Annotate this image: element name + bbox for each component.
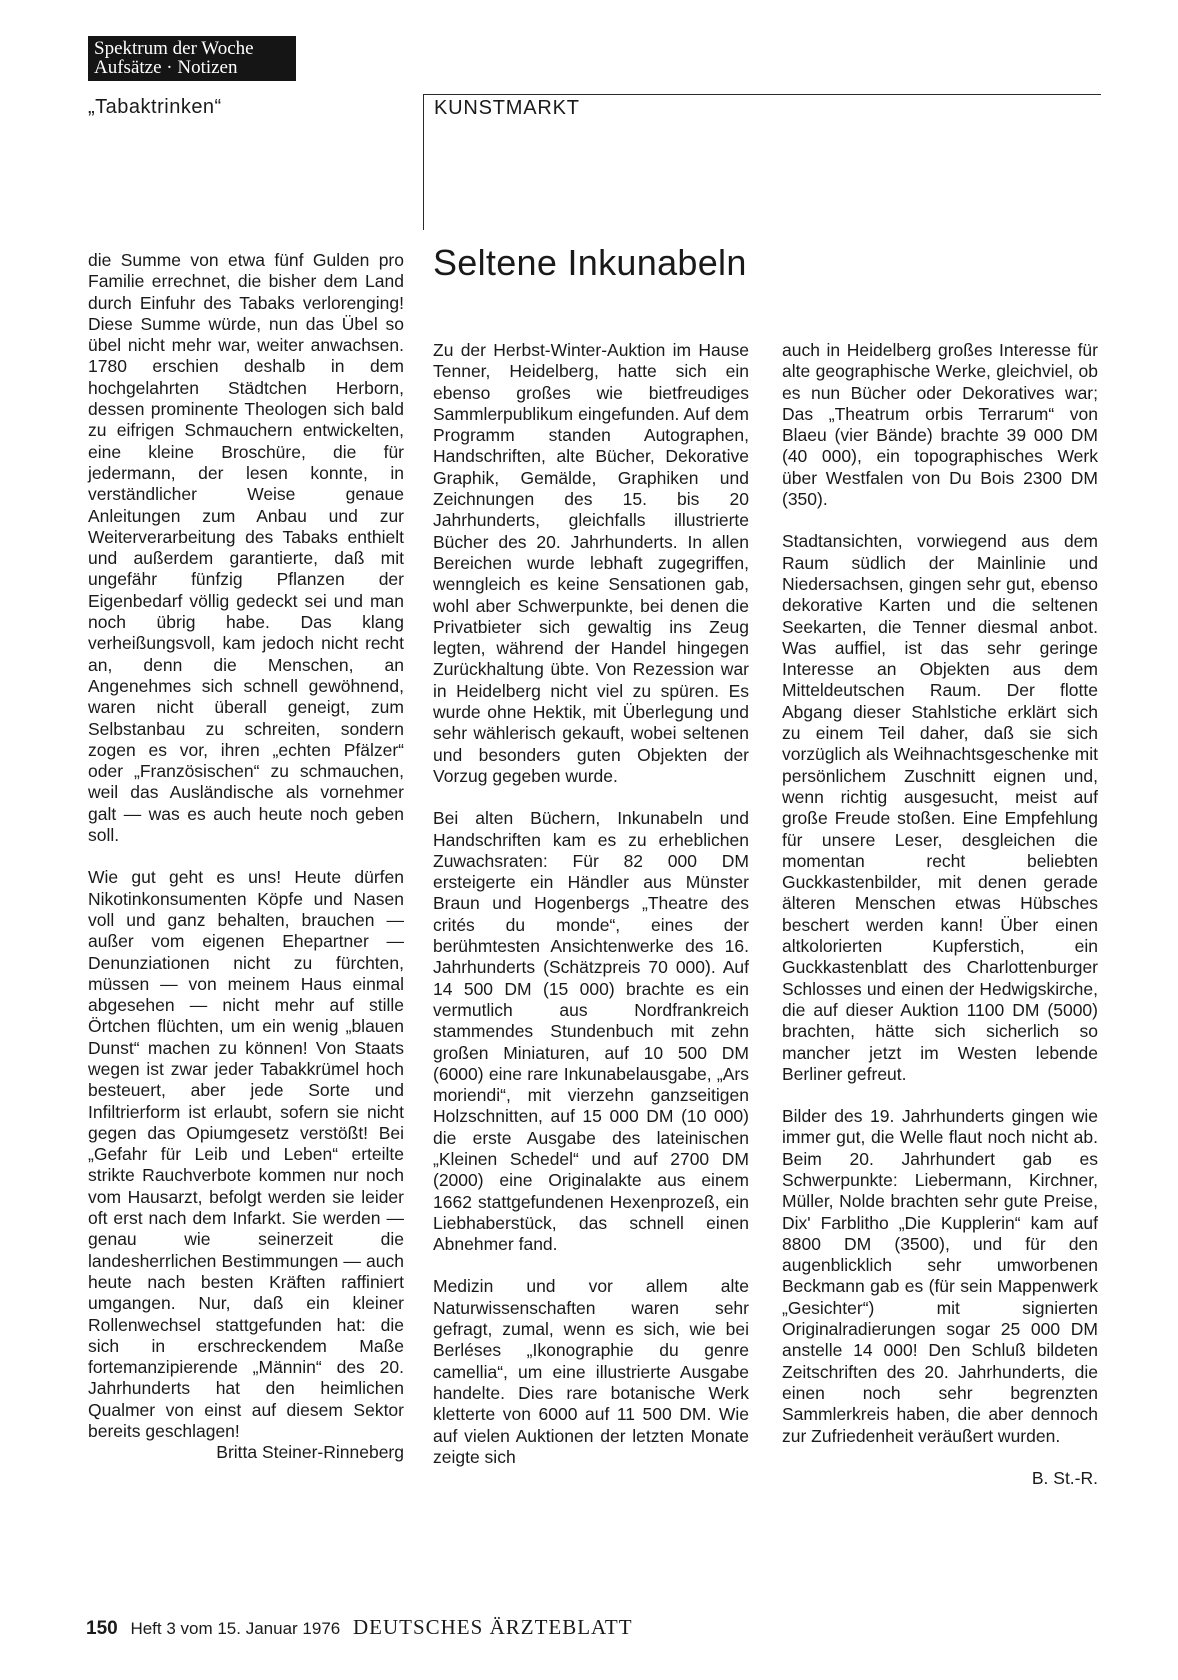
author-byline: Britta Steiner-Rinneberg [216,1442,404,1463]
paragraph: die Summe von etwa fünf Gulden pro Familie errechnet, die bisher dem Land durch Einfuhr des Tabaks verlorenging! Diese Summe würde, nun das Übel so übel nicht mehr war, weiter anwachsen. 1780 erschien deshalb in dem hochgelahrten Städtchen Herborn, dessen prominente Theologen sich bald zu eifrigen Schmauchern entwickelten, eine kleine Broschüre, die für jedermann, der lesen konnte, in verständlicher Weise genaue Anleitungen zum Anbau und zur Weiterverarbeitung des Tabaks enthielt und außerdem garantierte, daß mit ungefähr fünfzig Pflanzen der Eigenbedarf völlig gedeckt sei und man noch übrig habe. Das klang verheißungsvoll, kam jedoch nicht recht an, denn die Menschen, an Angenehmes sich schnell gewöhnend, waren nicht überall geneigt, zum Selbstanbau zu schreiten, sondern zogen es vor, ihren „echten Pfälzer“ oder „Französischen“ zu schmauchen, weil das Ausländische als vornehmer galt — was es auch heute noch geben soll. [88,250,404,846]
section-label-line2: Aufsätze · Notizen [94,57,238,78]
author-signature: B. St.-R. [1031,1467,1098,1488]
left-column-title: „Tabaktrinken“ [88,96,222,118]
page-number: 150 [86,1618,118,1639]
section-label-line1: Spektrum der Woche [94,38,254,59]
left-column-text [88,250,404,1485]
paragraph: Medizin und vor allem alte Naturwissenschaften waren sehr gefragt, zumal, wenn es sich, wie bei Berléses „Ikonographie du genre camellia“, um eine illustrierte Ausgabe handelte. Dies rare botanische Werk kletterte von 6000 auf 11 500 DM. Wie auf vielen Auktionen der letzten Monate zeigte sich [433,1276,749,1467]
article-column-2 [782,340,1098,1489]
paragraph: Stadtansichten, vorwiegend aus dem Raum südlich der Mainlinie und Niedersachsen, gingen sehr gut, ebenso dekorative Karten und die seltenen Seekarten, die Tenner diesmal anbot. Was auffiel, ist das sehr geringe Interesse an Objekten aus dem Mitteldeutschen Raum. Der flotte Abgang dieser Stahlstiche erklärt sich zu einem Teil daher, daß sie sich vorzüglich als Weihnachtsgeschenke mit persönlichem Zuschnitt eignen und, wenn richtig ausgesucht, meist auf große Freude stoßen. Eine Empfehlung für unsere Leser, desgleichen die momentan recht beliebten Guckkastenbilder, mit denen gerade älteren Menschen etwas Hübsches beschert werden kann! Über einen altkolorierten Kupferstich, ein Guckkastenblatt des Charlottenburger Schlosses und einen der Hedwigskirche, die auf dieser Auktion 1100 DM (5000) brachten, hätte sich sicherlich so mancher jetzt im Westen lebende Berliner gefreut. [782,531,1098,1084]
article-end-line [782,1468,1098,1489]
publication-name: DEUTSCHES ÄRZTEBLATT [352,1615,633,1639]
article-headline: Seltene Inkunabeln [433,242,747,283]
section-kicker: KUNSTMARKT [434,97,580,119]
paragraph: auch in Heidelberg großes Interesse für alte geographische Werke, gleichviel, ob es nun Bücher oder Dekoratives war; Das „Theatrum orbis Terrarum“ von Blaeu (vier Bände) brachte 39 000 DM (40 000), ein topographisches Werk über Westfalen von Du Bois 2300 DM (350). [782,340,1098,510]
section-rule [423,94,1101,95]
paragraph: Bei alten Büchern, Inkunabeln und Handschriften kam es zu erheblichen Zuwachsraten: Für 82 000 DM ersteigerte ein Händler aus Münster Braun und Hogenbergs „Theatre des crités du monde“, eines der berühmtesten Ansichtenwerke des 16. Jahrhunderts (Schätzpreis 70 000). Auf 14 500 DM (15 000) brachte es ein vermutlich aus Nordfrankreich stammendes Stundenbuch mit zehn großen Miniaturen, auf 10 500 DM (6000) eine rare Inkunabelausgabe, „Ars moriendi“, mit vierzehn ganzseitigen Holzschnitten, auf 15 000 DM (10 000) die erste Ausgabe des lateinischen „Kleinen Schedel“ und auf 2700 DM (2000) eine Originalakte aus einem 1662 stattgefundenen Hexenprozeß, ein Liebhaberstück, das schnell einen Abnehmer fand. [433,808,749,1255]
article-column-1 [433,340,749,1489]
page-footer [86,1615,633,1640]
issue-info: Heft 3 vom 15. Januar 1976 [130,1619,341,1638]
section-label [88,36,296,81]
column-divider [423,94,424,230]
paragraph: Wie gut geht es uns! Heute dürfen Nikotinkonsumenten Köpfe und Nasen voll und ganz behalten, brauchen — außer vom eigenen Ehepartner — Denunziationen nicht zu fürchten, müssen — von meinem Haus einmal abgesehen — nicht mehr auf stille Örtchen flüchten, um ein wenig „blauen Dunst“ machen zu können! Von Staats wegen ist zwar jeder Tabakkrümel hoch besteuert, aber jede Sorte und Infiltrierform ist erlaubt, sofern sie nicht gegen das Opiumgesetz verstößt! Bei „Gefahr für Leib und Leben“ erteilte strikte Rauchverbote kommen nur noch vom Hausarzt, befolgt werden sie leider oft erst nach dem Infarkt. Sie werden — genau wie seinerzeit die landesherrlichen Bestimmungen — auch heute nach besten Kräften raffiniert umgangen. Nur, daß ein kleiner Rollenwechsel stattgefunden hat: die sich in erschreckendem Maße fortemanzipierende „Männin“ des 20. Jahrhunderts hat den heimlichen Qualmer von einst auf diesem Sektor bereits geschlagen! [88,867,404,1442]
paragraph: Bilder des 19. Jahrhunderts gingen wie immer gut, die Welle flaut noch nicht ab. Beim 20. Jahrhundert gab es Schwerpunkte: Liebermann, Kirchner, Müller, Nolde brachten sehr gute Preise, Dix' Farblitho „Die Kupplerin“ kam auf 8800 DM (3500), und für den augenblicklich sehr umworbenen Beckmann gab es (für sein Mappenwerk „Gesichter“) mit signierten Originalradierungen sogar 25 000 DM anstelle 14 000! Den Schluß bildeten Zeitschriften des 20. Jahrhunderts, die einen noch sehr begrenzten Sammlerkreis haben, die aber dennoch zur Zufriedenheit veräußert wurden. [782,1106,1098,1446]
paragraph: Zu der Herbst-Winter-Auktion im Hause Tenner, Heidelberg, hatte sich ein ebenso großes wie bietfreudiges Sammlerpublikum eingefunden. Auf dem Programm standen Autographen, Handschriften, alte Bücher, Dekorative Graphik, Gemälde, Graphiken und Zeichnungen des 15. bis 20 Jahrhunderts, gleichfalls illustrierte Bücher des 20. Jahrhunderts. In allen Bereichen wurde lebhaft zugegriffen, wenngleich es keine Sensationen gab, wohl aber Schwerpunkte, bei denen die Privatbieter sich gewaltig ins Zeug legten, während der Handel hingegen Zurückhaltung übte. Von Rezession war in Heidelberg nicht viel zu spüren. Es wurde ohne Hektik, mit Überlegung und sehr wählerisch gekauft, wobei seltenen und besonders guten Objekten der Vorzug gegeben wurde. [433,340,749,786]
